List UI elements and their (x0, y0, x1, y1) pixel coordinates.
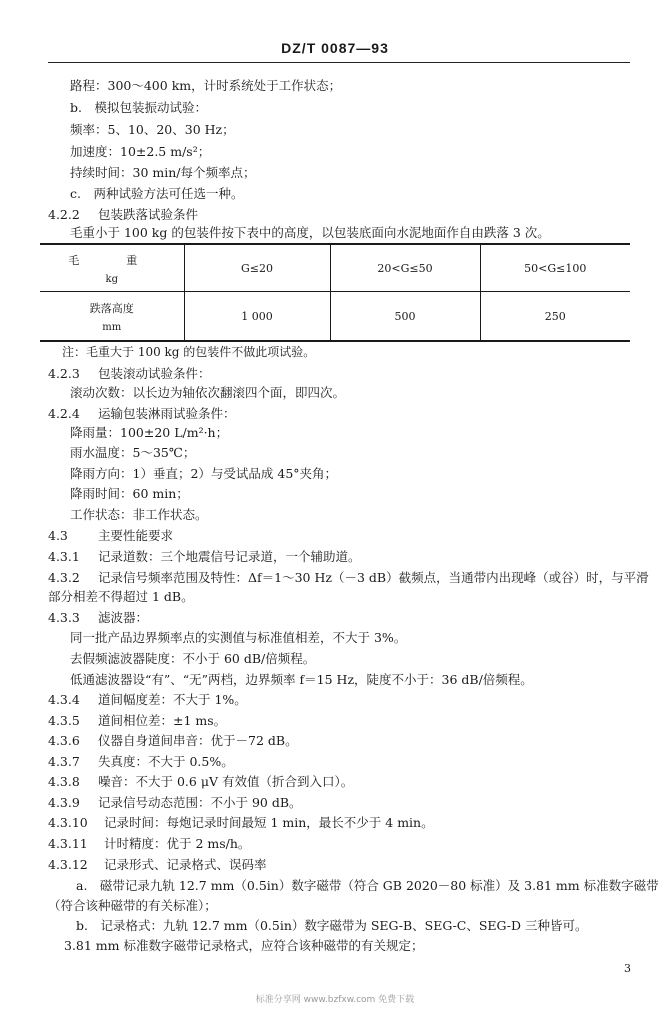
section-number: 4.3.2 (48, 570, 80, 585)
section-number: 4.2.4 (48, 406, 80, 421)
table-cell: 500 (330, 292, 480, 342)
section-number: 4.3.11 (48, 836, 88, 851)
drop-height-table (40, 243, 630, 342)
text-line: 滚动次数：以长边为轴依次翻滚四个面，即四次。 (70, 385, 346, 400)
section-number: 4.2.3 (48, 366, 80, 381)
drop-height-label: 跌落高度 (89, 301, 134, 315)
section-text: 仪器自身道间串音：优于－72 dB。 (98, 733, 298, 748)
section-title: 包装跌落试验条件 (98, 207, 199, 222)
section-4-2-4 (48, 406, 236, 422)
section-text: 道间相位差：±1 ms。 (98, 713, 227, 728)
section-4-3-8 (48, 774, 353, 790)
section-4-2-3 (48, 366, 211, 382)
text-line: c. 两种试验方法可任选一种。 (70, 186, 244, 201)
section-text: 计时精度：优于 2 ms/h。 (104, 836, 251, 851)
section-4-3-9 (48, 795, 302, 811)
text-line: 降雨方向：1）垂直；2）与受试品成 45°夹角； (70, 466, 338, 481)
text-line: 低通滤波器设“有”、“无”两档，边界频率 f＝15 Hz，陡度不小于：36 dB/倍频程。 (70, 672, 533, 687)
section-text: 滤波器： (98, 610, 149, 625)
text-line: 毛重小于 100 kg 的包装件按下表中的高度，以包装底面向水泥地面作自由跌落 3 次。 (70, 225, 550, 240)
text-line: b. 模拟包装振动试验： (70, 100, 207, 115)
section-number: 4.3.7 (48, 754, 80, 769)
text-line: 同一批产品边界频率点的实测值与标准值相差，不大于 3%。 (70, 630, 407, 645)
table-header-cell (40, 244, 184, 292)
section-number: 4.3.8 (48, 774, 80, 789)
section-number: 4.3 (48, 528, 68, 543)
section-text: 记录形式、记录格式、误码率 (104, 857, 267, 872)
section-title: 主要性能要求 (98, 528, 174, 543)
weight-label: 毛 重 (68, 253, 156, 267)
table-cell: 250 (480, 292, 630, 342)
section-4-3-12 (48, 857, 267, 873)
text-line: 3.81 mm 标准数字磁带记录格式，应符合该种磁带的有关规定； (64, 938, 424, 953)
header-rule (48, 62, 630, 63)
section-title: 包装滚动试验条件： (98, 366, 211, 381)
section-4-3-2 (48, 570, 649, 586)
section-number: 4.3.6 (48, 733, 80, 748)
text-line: 频率：5、10、20、30 Hz； (70, 122, 235, 137)
section-4-3-6 (48, 733, 298, 749)
section-4-2-2 (48, 207, 198, 223)
text-line: 雨水温度：5～35℃； (70, 445, 196, 460)
section-text: 记录时间：每炮记录时间最短 1 min，最长不少于 4 min。 (104, 815, 434, 830)
table-note: 注：毛重大于 100 kg 的包装件不做此项试验。 (62, 345, 316, 359)
section-number: 4.3.5 (48, 713, 80, 728)
section-4-3-4 (48, 692, 247, 708)
section-4-3-3 (48, 610, 148, 626)
section-text: 记录信号频率范围及特性：Δf＝1～30 Hz（－3 dB）截频点，当通带内出现峰（或谷）时，与平滑 (98, 570, 649, 585)
table-cell: 1 000 (184, 292, 330, 342)
section-number: 4.3.9 (48, 795, 80, 810)
section-4-3-11 (48, 836, 250, 852)
section-4-3-7 (48, 754, 234, 770)
section-text: 记录道数：三个地震信号记录道，一个辅助道。 (98, 549, 361, 564)
section-text: 失真度：不大于 0.5%。 (98, 754, 234, 769)
standard-code-header: DZ/T 0087—93 (281, 40, 389, 56)
section-number: 4.3.12 (48, 857, 88, 872)
text-line: a. 磁带记录九轨 12.7 mm（0.5in）数字磁带（符合 GB 2020－80 标准）及 3.81 mm 标准数字磁带 (76, 878, 659, 893)
section-number: 4.3.3 (48, 610, 80, 625)
section-4-3 (48, 528, 173, 544)
section-text: 道间幅度差：不大于 1%。 (98, 692, 247, 707)
section-number: 4.3.10 (48, 815, 88, 830)
section-number: 4.3.1 (48, 549, 80, 564)
text-line: 工作状态：非工作状态。 (70, 507, 208, 522)
text-line: 部分相差不得超过 1 dB。 (48, 589, 194, 604)
drop-height-unit: mm (102, 321, 122, 333)
text-line: 持续时间：30 min/每个频率点； (70, 165, 256, 180)
text-line: （符合该种磁带的有关标准）； (48, 898, 217, 913)
section-4-3-5 (48, 713, 226, 729)
section-text: 噪音：不大于 0.6 μV 有效值（折合到入口）。 (98, 774, 354, 789)
text-line: b. 记录格式：九轨 12.7 mm（0.5in）数字磁带为 SEG-B、SEG-C、SEG-D 三种皆可。 (76, 918, 588, 933)
section-4-3-1 (48, 549, 361, 565)
section-text: 记录信号动态范围：不小于 90 dB。 (98, 795, 302, 810)
section-title: 运输包装淋雨试验条件： (98, 406, 236, 421)
text-line: 去假频滤波器陡度：不小于 60 dB/倍频程。 (70, 651, 316, 666)
page-number: 3 (624, 962, 631, 975)
text-line: 加速度：10±2.5 m/s²； (70, 144, 211, 159)
text-line: 降雨量：100±20 L/m²·h； (70, 425, 229, 440)
section-4-3-10 (48, 815, 434, 831)
table-row (40, 292, 630, 342)
section-number: 4.3.4 (48, 692, 80, 707)
table-header-cell (40, 292, 184, 342)
text-line: 降雨时间：60 min； (70, 486, 189, 501)
table-cell: 20<G≤50 (330, 244, 480, 292)
text-line: 路程：300～400 km，计时系统处于工作状态； (70, 78, 342, 93)
weight-unit: kg (105, 273, 118, 285)
watermark: 标准分享网 www.bzfxw.com 免费下载 (255, 995, 415, 1005)
table-cell: G≤20 (184, 244, 330, 292)
section-number: 4.2.2 (48, 207, 80, 222)
table-row (40, 244, 630, 292)
table-cell: 50<G≤100 (480, 244, 630, 292)
